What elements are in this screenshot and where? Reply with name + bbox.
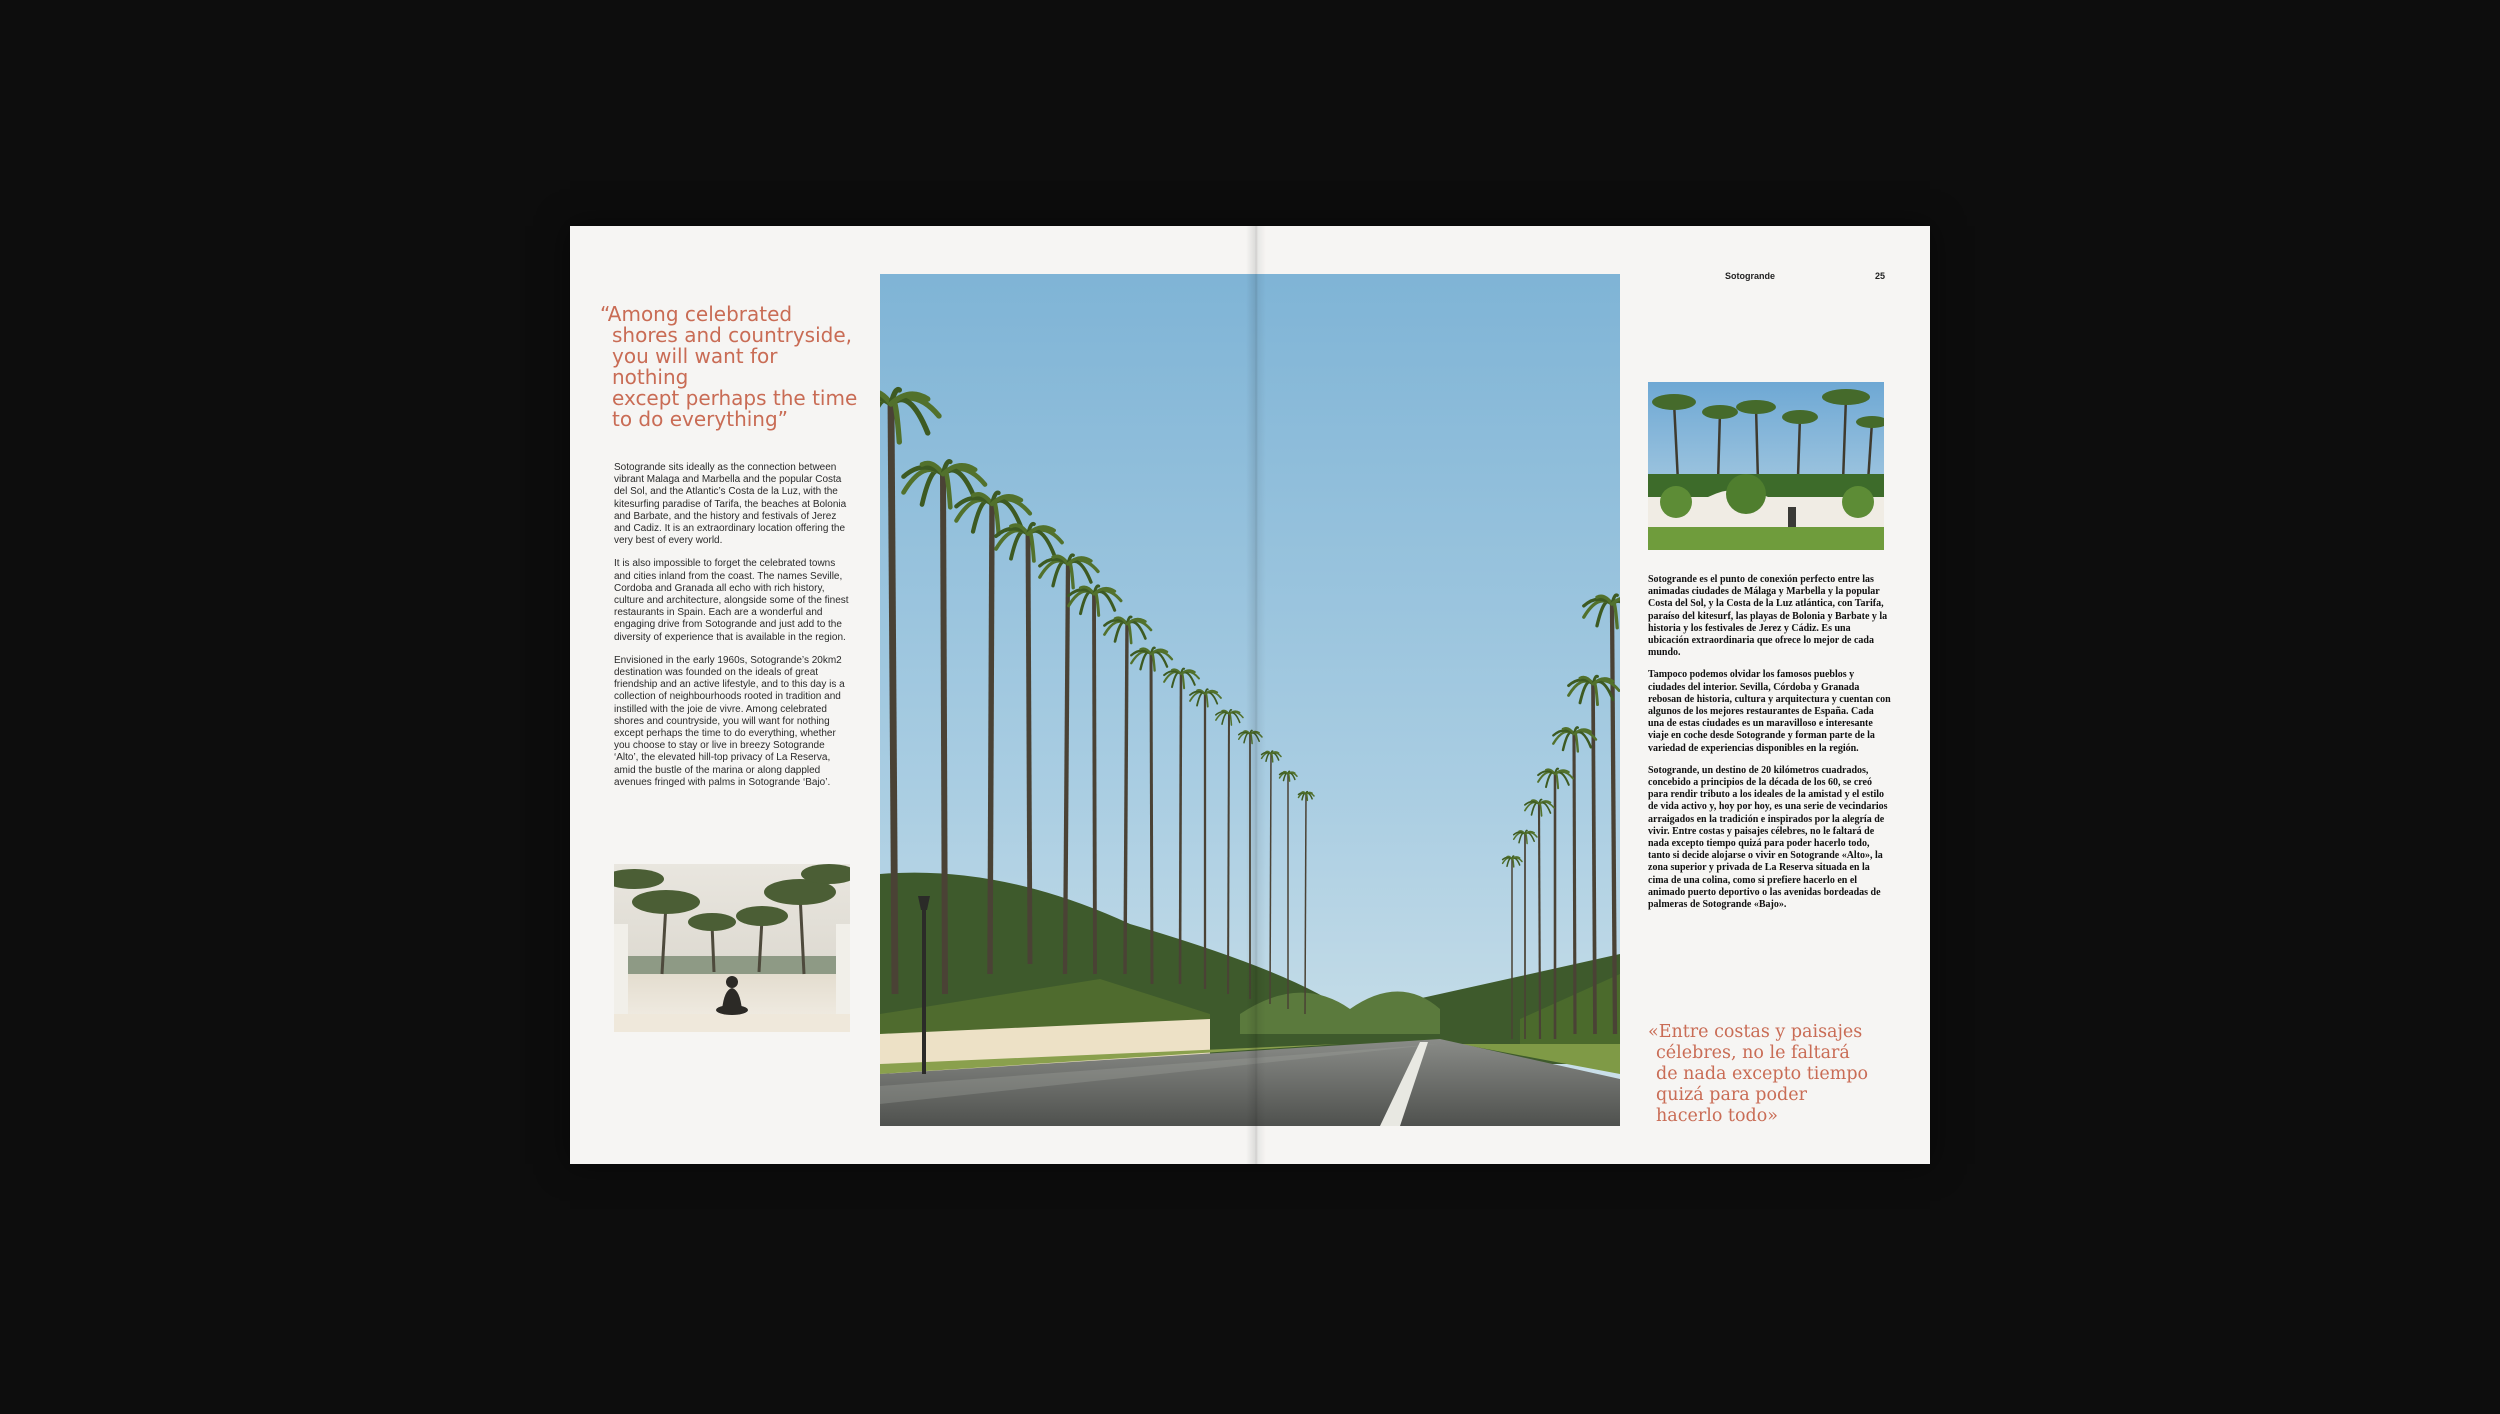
paragraph: Sotogrande, un destino de 20 kilómetros cuadrados, concebido a principios de la década de los 60, se creó para rendir tributo a los ideales de la amistad y el estilo de vida activo y, hoy por hoy, es una serie de vecindarios arraigados en la tradición e inspirados por la alegría de vivir. Entre costas y paisajes célebres, no le faltará de nada excepto tiempo quizá para poder hacerlo todo, tanto si decide alojarse o vivir en Sotogrande «Alto», la zona superior y privada de La Reserva situada en la cima de una colina, como si prefiere hacerlo en el animado puerto deportivo o las avenidas bordeadas de palmeras de Sotogrande «Bajo». — [1648, 764, 1888, 911]
paragraph: Tampoco podemos olvidar los famosos pueblos y ciudades del interior. Sevilla, Córdoba y Granada rebosan de historia, cultura y arquitectura y cuentan con algunos de los mejores restaurantes de España. Cada una de estas ciudades es un maravilloso e interesante viaje en coche desde Sotogrande y forman parte de la variedad de experiencias disponibles en la región. — [1648, 669, 1891, 754]
paragraph: It is also impossible to forget the celebrated towns and cities inland from the coast. The names Seville, Cordoba and Granada all echo with rich history, culture and architecture, alongside some of the finest restaurants in Spain. Each are a wonderful and engaging drive from Sotogrande and just add to the diversity of experience that is available in the region. — [614, 558, 849, 643]
pull-quote-line: except perhaps the time — [612, 386, 858, 410]
pull-quote-line: quizá para poder — [1656, 1085, 1807, 1105]
pull-quote-line: you will want for nothing — [612, 344, 778, 389]
pull-quote-line: de nada excepto tiempo — [1656, 1064, 1869, 1084]
paragraph: Envisioned in the early 1960s, Sotogrande’s 20km2 destination was founded on the ideals of great friendship and an active lifestyle, and to this day is a collection of neighbourhoods rooted in tradition and instilled with the joie de vivre. Among celebrated shores and countryside, you will want for nothing except perhaps the time to do everything, whether you choose to stay or live in breezy Sotogrande ‘Alto’, the elevated hill-top privacy of La Reserva, amid the bustle of the marina or along dappled avenues fringed with palms in Sotogrande ‘Bajo’. — [614, 654, 845, 788]
garden-wall-photo — [1648, 382, 1884, 550]
paragraph: Sotogrande sits ideally as the connection between vibrant Malaga and Marbella and the popular Costa del Sol, and the Atlantic’s Costa de la Luz, with the kitesurfing paradise of Tarifa, the beaches at Bolonia and Barbate, and the history and festivals of Jerez and Cadiz. It is an extraordinary location offering the very best of every world. — [614, 462, 847, 547]
pull-quote-line: célebres, no le faltará — [1656, 1043, 1850, 1063]
yoga-terrace-photo — [614, 864, 850, 1032]
pull-quote-line: shores and countryside, — [612, 323, 852, 347]
pull-quote-line: to do everything” — [612, 407, 789, 431]
palm-avenue-photo — [880, 274, 1620, 1126]
pull-quote-english — [600, 304, 860, 430]
section-title: Sotogrande — [1725, 271, 1776, 281]
pull-quote-line: “Among celebrated — [600, 302, 793, 326]
page-number: 25 — [1875, 271, 1886, 281]
pull-quote-line: hacerlo todo» — [1656, 1106, 1778, 1126]
pull-quote-spanish — [1648, 1022, 1898, 1127]
body-text-english — [614, 462, 850, 800]
paragraph: Sotogrande es el punto de conexión perfecto entre las animadas ciudades de Málaga y Marbella y la popular Costa del Sol, y la Costa de la Luz atlántica, con Tarifa, paraíso del kitesurf, las playas de Bolonia y Barbate y la historia y los festivales de Jerez y Cádiz. Es una ubicación extraordinaria que ofrece lo mejor de cada mundo. — [1648, 574, 1888, 659]
pull-quote-line: «Entre costas y paisajes — [1648, 1022, 1863, 1042]
body-text-spanish — [1648, 574, 1892, 921]
